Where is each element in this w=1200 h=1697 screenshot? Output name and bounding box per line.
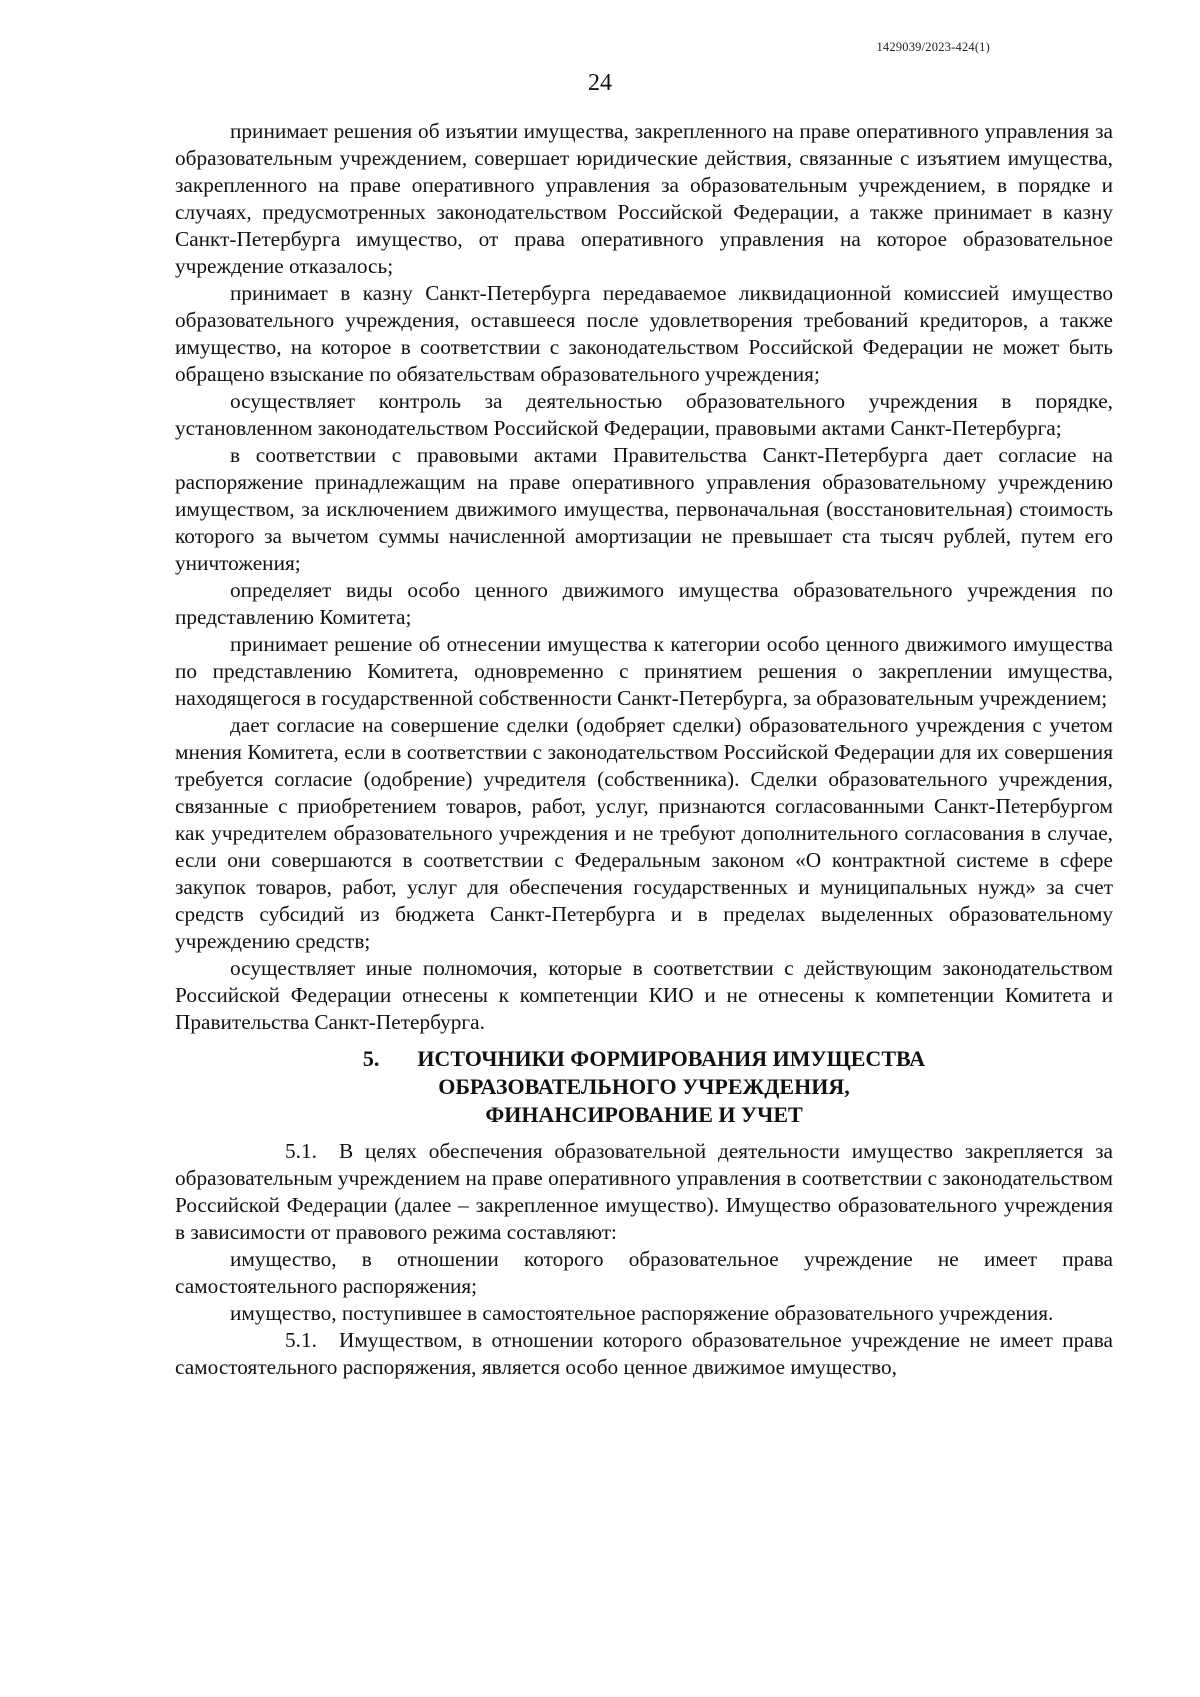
paragraph-disposal-consent: в соответствии с правовыми актами Правительства Санкт-Петербурга дает согласие на распоряжение принадлежащим на праве оперативного управления образовательному учреждению имуществом, за исключением движимого имущества, первоначальная (восстановительная) стоимость которого за вычетом суммы начисленной амортизации не превышает ста тысяч рублей, путем его уничтожения; [175,443,1113,575]
section-heading [175,1045,1113,1129]
section-title-line-1: ИСТОЧНИКИ ФОРМИРОВАНИЯ ИМУЩЕСТВА [417,1046,926,1071]
paragraph-seize-property: принимает решения об изъятии имущества, закрепленного на праве оперативного управления за образовательным учреждением, совершает юридические действия, связанные с изъятием имущества, закрепленного на праве оперативного управления за образовательным учреждением, в порядке и случаях, предусмотренных законодательством Российской Федерации, а также принимает в казну Санкт-Петербурга имущество, от права оперативного управления на которое образовательное учреждение отказалось; [175,119,1113,278]
clause-text: Имуществом, в отношении которого образовательное учреждение не имеет права самостоятельного распоряжения, является особо ценное движимое имущество, [175,1328,1113,1379]
paragraph-other-powers: осуществляет иные полномочия, которые в соответствии с действующим законодательством Российской Федерации отнесены к компетенции КИО и не отнесены к компетенции Комитета и Правительства Санкт-Петербурга. [175,956,1113,1034]
section-title-line-2: ОБРАЗОВАТЕЛЬНОГО УЧРЕЖДЕНИЯ, [438,1074,850,1099]
clause-text: В целях обеспечения образовательной деятельности имущество закрепляется за образовательным учреждением на праве оперативного управления в соответствии с законодательством Российской Федерации (далее – закрепленное имущество). Имущество образовательного учреждения в зависимости от правового режима составляют: [175,1139,1113,1244]
section-title-line-3: ФИНАНСИРОВАНИЕ И УЧЕТ [485,1102,803,1127]
document-id: 1429039/2023-424(1) [876,40,990,54]
page-number: 24 [588,70,612,96]
clause-number: 5.1. [285,1328,317,1352]
list-item-independent-disposal: имущество, поступившее в самостоятельное распоряжение образовательного учреждения. [230,1301,1054,1325]
paragraph-control: осуществляет контроль за деятельностью образовательного учреждения в порядке, установленном законодательством Российской Федерации, правовыми актами Санкт-Петербурга; [175,389,1113,440]
clause-number: 5.1. [285,1139,317,1163]
paragraph-valuable-types: определяет виды особо ценного движимого имущества образовательного учреждения по представлению Комитета; [175,578,1113,629]
list-item-no-disposal: имущество, в отношении которого образовательное учреждение не имеет права самостоятельного распоряжения; [175,1247,1113,1298]
section-number: 5. [362,1046,380,1071]
paragraph-treasury-liquidation: принимает в казну Санкт-Петербурга передаваемое ликвидационной комиссией имущество образовательного учреждения, оставшееся после удовлетворения требований кредиторов, а также имущество, на которое в соответствии с законодательством Российской Федерации не может быть обращено взыскание по обязательствам образовательного учреждения; [175,281,1113,386]
clause-5-1 [175,1138,1113,1246]
document-body [175,118,1113,1381]
paragraph-valuable-category: принимает решение об отнесении имущества к категории особо ценного движимого имущества по представлению Комитета, одновременно с принятием решения о закреплении имущества, находящегося в государственной собственности Санкт-Петербурга, за образовательным учреждением; [175,632,1113,710]
clause-5-1-second [175,1327,1113,1381]
paragraph-transactions: дает согласие на совершение сделки (одобряет сделки) образовательного учреждения с учетом мнения Комитета, если в соответствии с законодательством Российской Федерации для их совершения требуется согласие (одобрение) учредителя (собственника). Сделки образовательного учреждения, связанные с приобретением товаров, работ, услуг, признаются согласованными Санкт-Петербургом как учредителем образовательного учреждения и не требуют дополнительного согласования в случае, если они совершаются в соответствии с Федеральным законом «О контрактной системе в сфере закупок товаров, работ, услуг для обеспечения государственных и муниципальных нужд» за счет средств субсидий из бюджета Санкт-Петербурга и в пределах выделенных образовательному учреждению средств; [175,713,1113,953]
